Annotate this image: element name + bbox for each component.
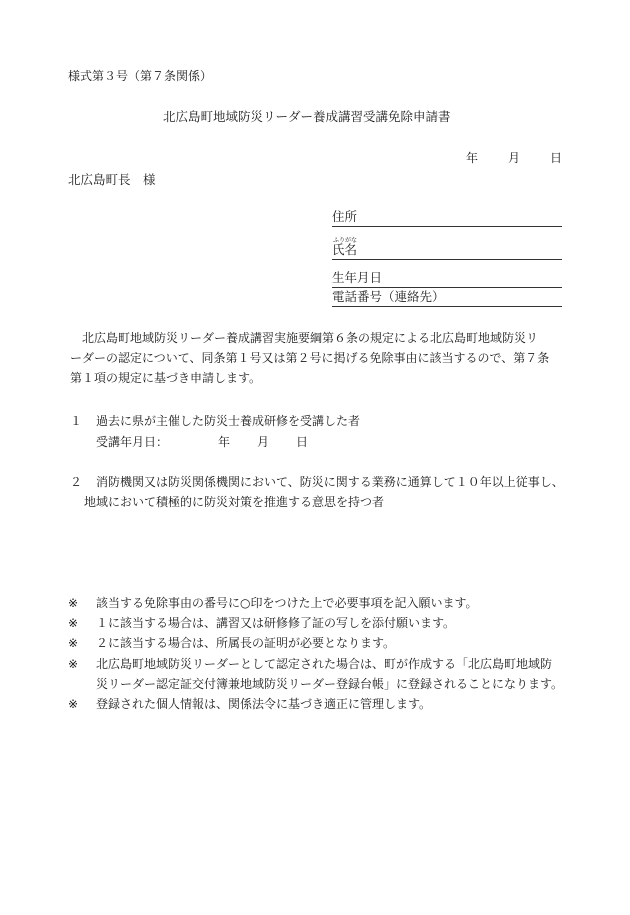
date-year: 年 xyxy=(466,151,479,165)
receipt-year: 年 xyxy=(218,435,231,449)
note-mark: ※ xyxy=(68,616,79,630)
addressee: 北広島町長 様 xyxy=(68,172,156,187)
item-text: 消防機関又は防災関係機関において、防災に関する業務に通算して１０年以上従事し、 xyxy=(96,475,564,489)
item-number: １ xyxy=(70,414,83,428)
note-text: 登録された個人情報は、関係法令に基づき適正に管理します。 xyxy=(96,697,432,711)
note-mark: ※ xyxy=(68,697,79,711)
body-line: 第１項の規定に基づき申請します。 xyxy=(70,371,262,385)
birthdate-field[interactable] xyxy=(332,270,562,288)
form-number: 様式第３号（第７条関係） xyxy=(68,69,213,83)
page-title: 北広島町地域防災リーダー養成講習受講免除申請書 xyxy=(163,109,451,124)
name-label: 氏名 xyxy=(332,242,358,257)
note-text: 災リーダー認定証交付簿兼地域防災リーダー登録台帳」に登録されることになります。 xyxy=(96,677,564,691)
item-number: ２ xyxy=(70,475,83,489)
body-line: ーダーの認定について、同条第１号又は第２号に掲げる免除事由に該当するので、第７条 xyxy=(70,351,550,365)
birthdate-label: 生年月日 xyxy=(332,270,383,285)
note-text: ２に該当する場合は、所属長の証明が必要となります。 xyxy=(96,636,396,650)
receipt-month: 月 xyxy=(257,435,270,449)
phone-label: 電話番号（連絡先） xyxy=(332,289,445,304)
note-mark: ※ xyxy=(68,636,79,650)
note-mark: ※ xyxy=(68,657,79,671)
body-paragraph xyxy=(70,328,570,388)
address-field[interactable] xyxy=(332,209,562,227)
furigana-label: ふりがな xyxy=(333,237,358,244)
body-line: 北広島町地域防災リーダー養成講習実施要綱第６条の規定による北広島町地域防災リ xyxy=(70,331,539,345)
receipt-day: 日 xyxy=(296,435,309,449)
address-label: 住所 xyxy=(332,209,358,224)
phone-field[interactable] xyxy=(332,289,562,307)
note-mark: ※ xyxy=(68,596,79,610)
date-day: 日 xyxy=(550,151,563,165)
item-text: 過去に県が主催した防災士養成研修を受講した者 xyxy=(96,414,361,428)
item-text-cont: 地域において積極的に防災対策を推進する意思を持つ者 xyxy=(84,495,385,509)
date-month: 月 xyxy=(508,151,521,165)
note-text: 北広島町地域防災リーダーとして認定された場合は、町が作成する「北広島町地域防 xyxy=(96,657,553,671)
name-field[interactable] xyxy=(332,242,562,260)
receipt-date-label: 受講年月日： xyxy=(96,435,169,449)
note-text: 該当する免除事由の番号に○印をつけた上で必要事項を記入願います。 xyxy=(96,596,478,610)
note-text: １に該当する場合は、講習又は研修修了証の写しを添付願います。 xyxy=(96,616,456,630)
